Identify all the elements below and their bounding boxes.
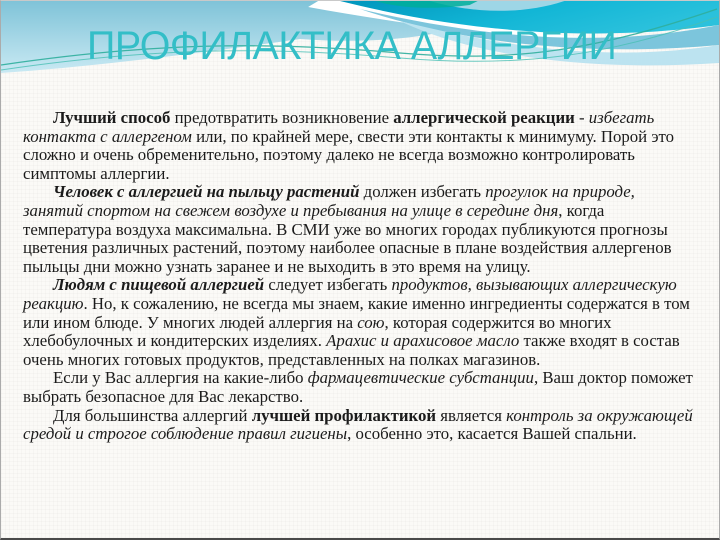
- text-run: должен избегать: [359, 182, 486, 202]
- text-run: фармацевтические субстанции: [307, 368, 534, 388]
- text-run: предотвратить возникновение: [174, 108, 394, 127]
- slide-title: ПРОФИЛАКТИКА АЛЛЕРГИИ: [87, 24, 617, 68]
- text-run: Человек с аллергией на пыльцу растений: [53, 182, 360, 202]
- slide-header-decoration: [1, 1, 719, 111]
- text-run: сою: [357, 312, 385, 332]
- text-run: является: [436, 405, 507, 425]
- paragraph: [23, 183, 695, 276]
- paragraph: [23, 109, 695, 183]
- text-run: контроль за окружающей средой и строгое соблюдение правил гигиены: [23, 405, 693, 444]
- text-run: прогулок на природе, занятий спортом на свежем воздухе и пребывания на улице в середине дня: [23, 182, 635, 220]
- text-run: следует избегать: [264, 275, 392, 295]
- text-run: или, по крайней мере, свести эти контакты к минимуму. Порой это сложно и очень обременительно, поэтому далеко не всегда возможно контролировать симптомы аллергии.: [23, 126, 675, 183]
- text-run: продуктов, вызывающих аллергическую реакцию: [23, 275, 677, 313]
- text-run: избегать контакта с аллергеном: [23, 108, 655, 146]
- text-run: Для большинства аллергий: [53, 405, 252, 425]
- text-run: -: [574, 108, 589, 127]
- slide-body-text: [1, 104, 719, 538]
- text-run: , когда температура воздуха максимальна. В СМИ уже во многих городах публикуются прогнозы цветения различных растений, поэтому наиболее опасные в плане воздействия аллергенов пыльцы дни можно узнать заранее и не выходить в это время на улицу.: [23, 200, 672, 276]
- text-run: , особенно это, касается Вашей спальни.: [347, 424, 637, 444]
- text-run: также входят в состав очень многих готовых продуктов, представленных на полках магазинов.: [23, 331, 680, 369]
- text-run: , которая содержится во многих хлебобулочных и кондитерских изделиях.: [23, 312, 612, 351]
- text-run: аллергической реакции: [393, 108, 575, 127]
- paragraph: [23, 369, 695, 406]
- text-run: , Ваш доктор поможет выбрать безопасное для Вас лекарство.: [23, 368, 693, 406]
- text-run: Если у Вас аллергия на какие-либо: [53, 368, 308, 388]
- text-run: Арахис и арахисовое масло: [326, 331, 520, 351]
- text-run: Людям с пищевой аллергией: [53, 275, 265, 295]
- text-run: Лучший способ: [53, 108, 175, 127]
- text-run: лучшей профилактикой: [251, 405, 437, 425]
- paragraph: [23, 407, 695, 444]
- text-run: . Но, к сожалению, не всегда мы знаем, какие именно ингредиенты содержатся в том или ином блюде. У многих людей аллергия на: [23, 293, 690, 332]
- paragraph: [23, 276, 695, 369]
